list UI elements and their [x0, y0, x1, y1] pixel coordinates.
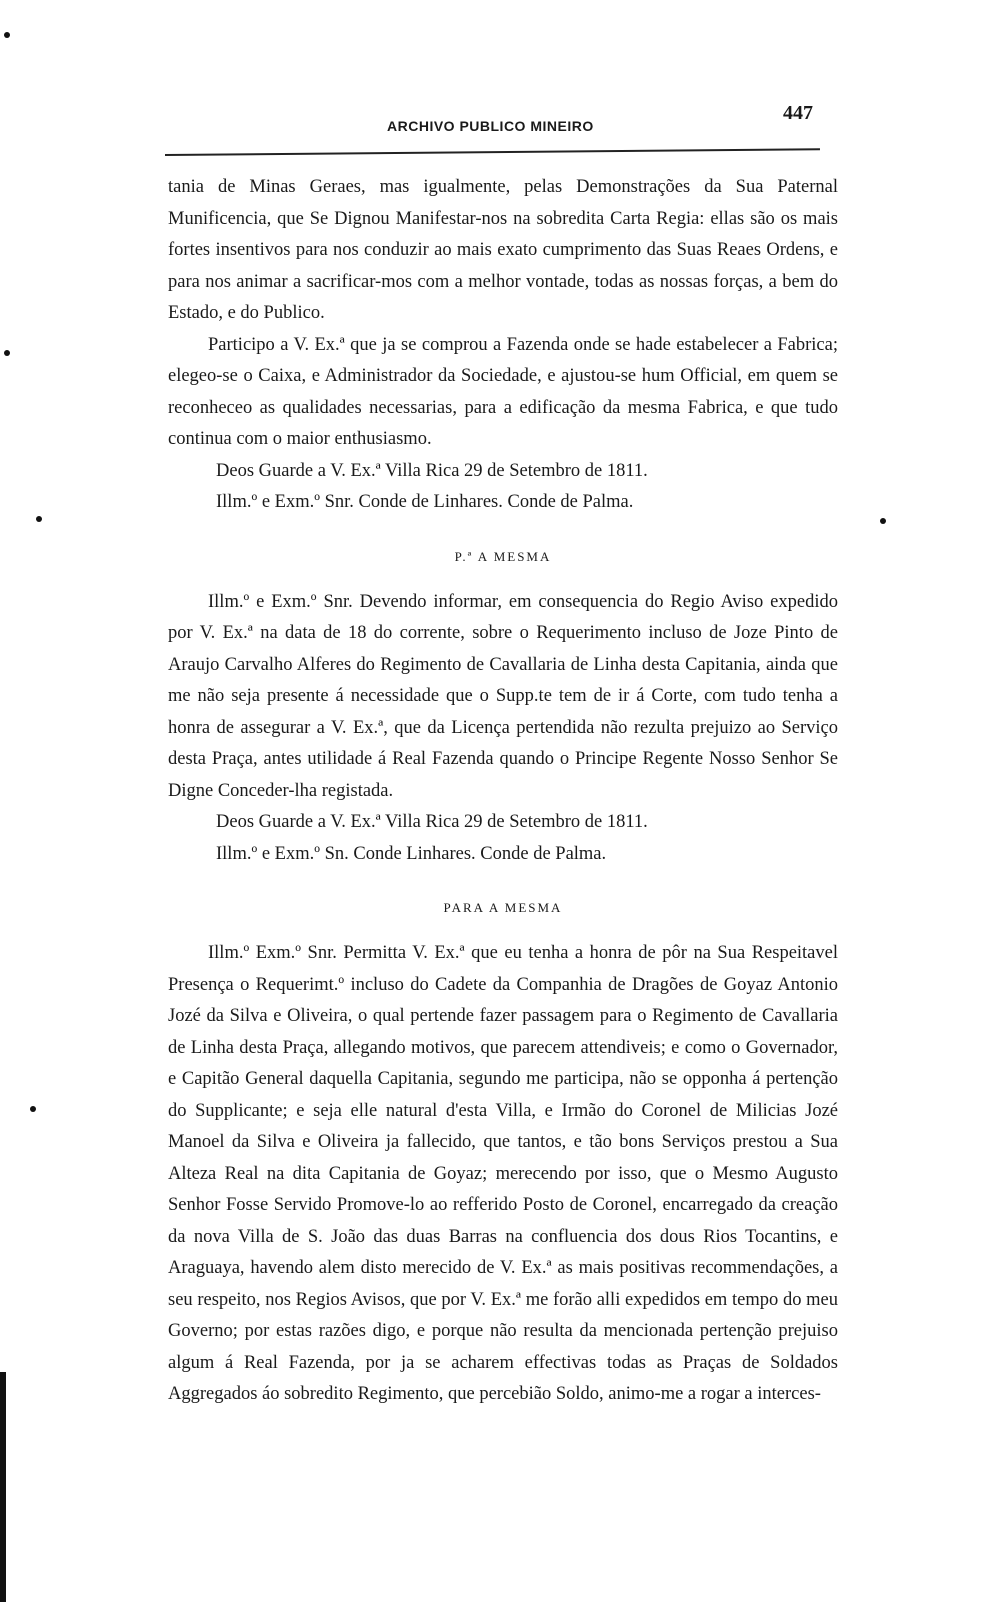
margin-mark: [4, 32, 10, 38]
paragraph: tania de Minas Geraes, mas igualmente, pelas Demonstrações da Sua Paternal Munificencia, que Se Dignou Manifestar-nos na sobredita Carta Regia: ellas são os mais fortes insentivos para nos conduzir ao mais exato cumprimento das Suas Reaes Ordens, e para nos animar a sacrificar-mos com a melhor vontade, todas as nossas forças, a bem do Estado, e do Publico.: [168, 177, 838, 323]
section-title: PARA A MESMA: [443, 900, 563, 915]
page-number: 447: [783, 102, 813, 124]
closing-line: Deos Guarde a V. Ex.ª Villa Rica 29 de Setembro de 1811.: [216, 460, 648, 481]
paragraph: Illm.º Exm.º Snr. Permitta V. Ex.ª que eu tenha a honra de pôr na Sua Respeitavel Presença o Requerimt.º incluso do Cadete da Companhia de Dragões de Goyaz Antonio Jozé da Silva e Oliveira, o qual pertende fazer passagem para o Regimento de Cavallaria de Linha desta Praça, allegando motivos, que parecem attendiveis; e como o Governador, e Capitão General daquella Capitania, segundo me participa, não se opponha á pertenção do Supplicante; e seja elle natural d'esta Villa, e Irmão do Coronel de Milicias Jozé Manoel da Silva e Oliveira ja fallecido, que tantos, e tão bons Serviços prestou a Sua Alteza Real na dita Capitania de Goyaz; merecendo por isso, que o Mesmo Augusto Senhor Fosse Servido Promove-lo ao refferido Posto de Coronel, encarregado da creação da nova Villa de S. João das duas Barras na confluencia dos dous Rios Tocantins, e Araguaya, havendo alem disto merecido de V. Ex.ª as mais positivas recommendações, a seu respeito, nos Regios Avisos, que por V. Ex.ª me forão alli expedidos em tempo do meu Governo; por estas razões digo, e porque não resulta da mencionada pertenção prejuiso algum á Real Fazenda, por ja se acharem effectivas todas as Praças de Soldados Aggregados áo sobredito Regimento, que percebião Soldo, animo-me a rogar a interces-: [168, 943, 838, 1404]
running-title: ARCHIVO PUBLICO MINEIRO: [387, 118, 594, 134]
binding-edge: [0, 1372, 6, 1602]
margin-mark: [36, 516, 42, 522]
page-header: [165, 92, 825, 162]
margin-mark: [30, 1106, 36, 1112]
addressee-line: Illm.º e Exm.º Sn. Conde Linhares. Conde de Palma.: [216, 843, 607, 864]
paragraph: Illm.º e Exm.º Snr. Devendo informar, em consequencia do Regio Aviso expedido por V. Ex.ª na data de 18 do corrente, sobre o Requerimento incluso de Joze Pinto de Araujo Carvalho Alferes do Regimento de Cavallaria de Linha desta Capitania, ainda que me não seja presente á necessidade que o Supp.te tem de ir á Corte, com tudo tenha a honra de assegurar a V. Ex.ª, que da Licença pertendida não rezulta prejuizo ao Serviço desta Praça, antes utilidade á Real Fazenda quando o Principe Regente Nosso Senhor Se Digne Conceder-lha registada.: [168, 591, 838, 801]
margin-mark: [880, 518, 886, 524]
header-rule: [165, 148, 820, 156]
section-title: P.ª A MESMA: [454, 548, 552, 564]
body-text: [168, 172, 838, 1411]
addressee-line: Illm.º e Exm.º Snr. Conde de Linhares. Conde de Palma.: [216, 492, 634, 512]
margin-mark: [4, 350, 10, 356]
closing-line: Deos Guarde a V. Ex.ª Villa Rica 29 de Setembro de 1811.: [216, 812, 648, 832]
paragraph: Participo a V. Ex.ª que ja se comprou a Fazenda onde se hade estabelecer a Fabrica; elegeo-se o Caixa, e Administrador da Sociedade, e ajustou-se hum Official, em quem se reconheceo as qualidades necessarias, para a edificação da mesma Fabrica, e que tudo continua com o maior enthusiasmo.: [168, 334, 838, 449]
